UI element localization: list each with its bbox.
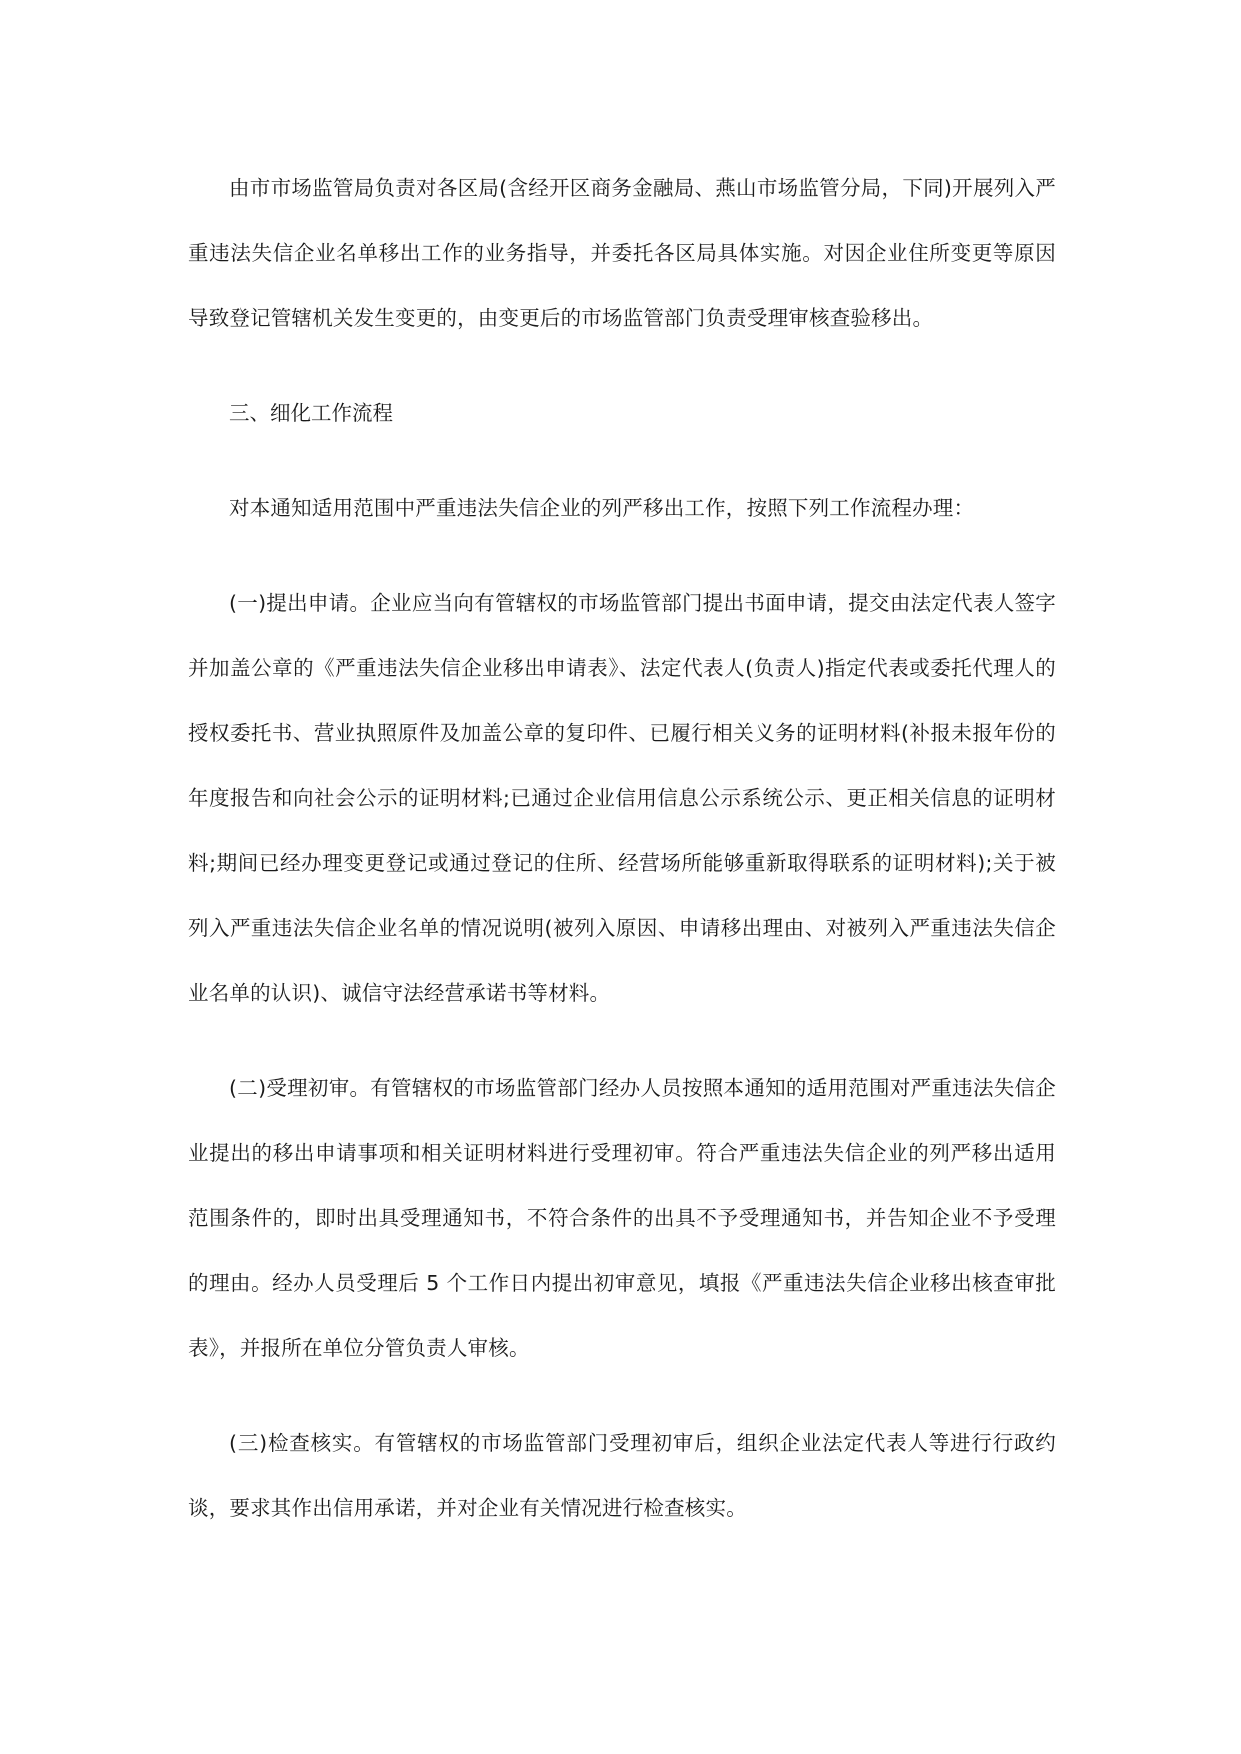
paragraph-jurisdiction: 由市市场监管局负责对各区局(含经开区商务金融局、燕山市场监管分局，下同)开展列入严重违法失信企业名单移出工作的业务指导，并委托各区局具体实施。对因企业住所变更等原因导致登记管辖机关发生变更的，由变更后的市场监管部门负责受理审核查验移出。 [188,176,1056,330]
paragraph-step-review: (二)受理初审。有管辖权的市场监管部门经办人员按照本通知的适用范围对严重违法失信企业提出的移出申请事项和相关证明材料进行受理初审。符合严重违法失信企业的列严移出适用范围条件的，即时出具受理通知书，不符合条件的出具不予受理通知书，并告知企业不予受理的理由。经办人员受理后 5 个工作日内提出初审意见，填报《严重违法失信企业移出核查审批表》，并报所在单位分管负责人审核。 [188,1076,1056,1360]
paragraph-workflow-intro: 对本通知适用范围中严重违法失信企业的列严移出工作，按照下列工作流程办理： [229,496,975,520]
paragraph-step-verify: (三)检查核实。有管辖权的市场监管部门受理初审后，组织企业法定代表人等进行行政约谈，要求其作出信用承诺，并对企业有关情况进行检查核实。 [188,1431,1056,1520]
document-body [188,156,1056,1541]
spacer [188,1381,1056,1411]
spacer [188,1026,1056,1056]
spacer [188,541,1056,571]
paragraph-step-apply: (一)提出申请。企业应当向有管辖权的市场监管部门提出书面申请，提交由法定代表人签字并加盖公章的《严重违法失信企业移出申请表》、法定代表人(负责人)指定代表或委托代理人的授权委托书、营业执照原件及加盖公章的复印件、已履行相关义务的证明材料(补报未报年份的年度报告和向社会公示的证明材料;已通过企业信用信息公示系统公示、更正相关信息的证明材料;期间已经办理变更登记或通过登记的住所、经营场所能够重新取得联系的证明材料);关于被列入严重违法失信企业名单的情况说明(被列入原因、申请移出理由、对被列入严重违法失信企业名单的认识)、诚信守法经营承诺书等材料。 [188,591,1056,1005]
spacer [188,446,1056,476]
spacer [188,351,1056,381]
section-heading-workflow: 三、细化工作流程 [229,401,393,425]
